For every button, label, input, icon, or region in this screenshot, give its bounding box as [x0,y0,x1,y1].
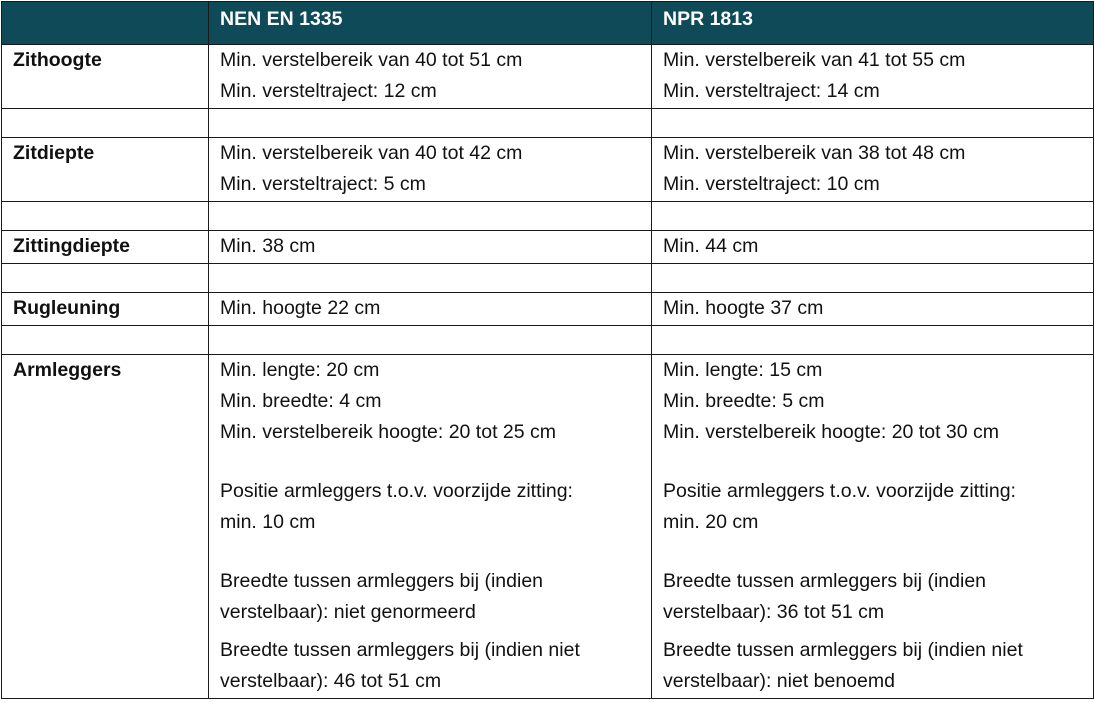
npr-cell [652,355,1094,699]
cell-line: Min. verstelbereik van 40 tot 51 cm [220,49,523,71]
cell-line: Breedte tussen armleggers bij (indien [220,570,544,592]
comparison-table [1,1,1094,699]
table-row-rugleuning [2,293,1094,326]
cell-line: Min. 44 cm [663,235,759,257]
row-label: Zitdiepte [2,138,209,202]
nen-cell [209,355,652,699]
cell-line: Min. versteltraject: 10 cm [663,173,880,195]
cell-line: min. 20 cm [663,511,759,533]
row-label: Rugleuning [2,293,209,326]
cell-line: Breedte tussen armleggers bij (indien niet [663,639,1023,661]
spacer-row [2,109,1094,138]
header-npr-1813: NPR 1813 [652,2,1094,45]
cell-line: Breedte tussen armleggers bij (indien niet [220,639,580,661]
nen-cell [209,293,652,326]
cell-line: Min. verstelbereik hoogte: 20 tot 30 cm [663,421,1000,443]
cell-line: verstelbaar): niet genormeerd [220,601,476,623]
row-label: Zittingdiepte [2,231,209,264]
npr-cell [652,138,1094,202]
row-label: Zithoogte [2,45,209,109]
table-row-armleggers [2,355,1094,699]
cell-line: Min. verstelbereik van 38 tot 48 cm [663,142,966,164]
cell-line: Min. versteltraject: 5 cm [220,173,426,195]
header-empty [2,2,209,45]
cell-line: Positie armleggers t.o.v. voorzijde zitting: [663,480,1016,502]
cell-line: Min. versteltraject: 12 cm [220,80,437,102]
nen-cell [209,231,652,264]
cell-line: Min. verstelbereik van 40 tot 42 cm [220,142,523,164]
table-row-zitdiepte [2,138,1094,202]
npr-cell [652,45,1094,109]
nen-cell [209,45,652,109]
cell-line: Min. breedte: 5 cm [663,390,825,412]
cell-line: Min. hoogte 37 cm [663,297,824,319]
cell-line: verstelbaar): niet benoemd [663,670,895,692]
cell-line: Min. 38 cm [220,235,316,257]
header-nen-en-1335: NEN EN 1335 [209,2,652,45]
npr-cell [652,231,1094,264]
cell-line: Min. lengte: 20 cm [220,359,380,381]
cell-line: Breedte tussen armleggers bij (indien [663,570,987,592]
cell-line: Min. breedte: 4 cm [220,390,382,412]
cell-line: verstelbaar): 46 tot 51 cm [220,670,442,692]
cell-line: Min. verstelbereik van 41 tot 55 cm [663,49,966,71]
table-row-zithoogte [2,45,1094,109]
nen-cell [209,138,652,202]
npr-cell [652,293,1094,326]
spacer-row [2,326,1094,355]
cell-line: Min. verstelbereik hoogte: 20 tot 25 cm [220,421,557,443]
row-label: Armleggers [2,355,209,699]
cell-line: Positie armleggers t.o.v. voorzijde zitting: [220,480,573,502]
spacer-row [2,202,1094,231]
cell-line: Min. lengte: 15 cm [663,359,823,381]
spacer-row [2,264,1094,293]
table-row-zittingdiepte [2,231,1094,264]
header-row [2,2,1094,45]
cell-line: min. 10 cm [220,511,316,533]
cell-line: Min. versteltraject: 14 cm [663,80,880,102]
cell-line: verstelbaar): 36 tot 51 cm [663,601,885,623]
cell-line: Min. hoogte 22 cm [220,297,381,319]
